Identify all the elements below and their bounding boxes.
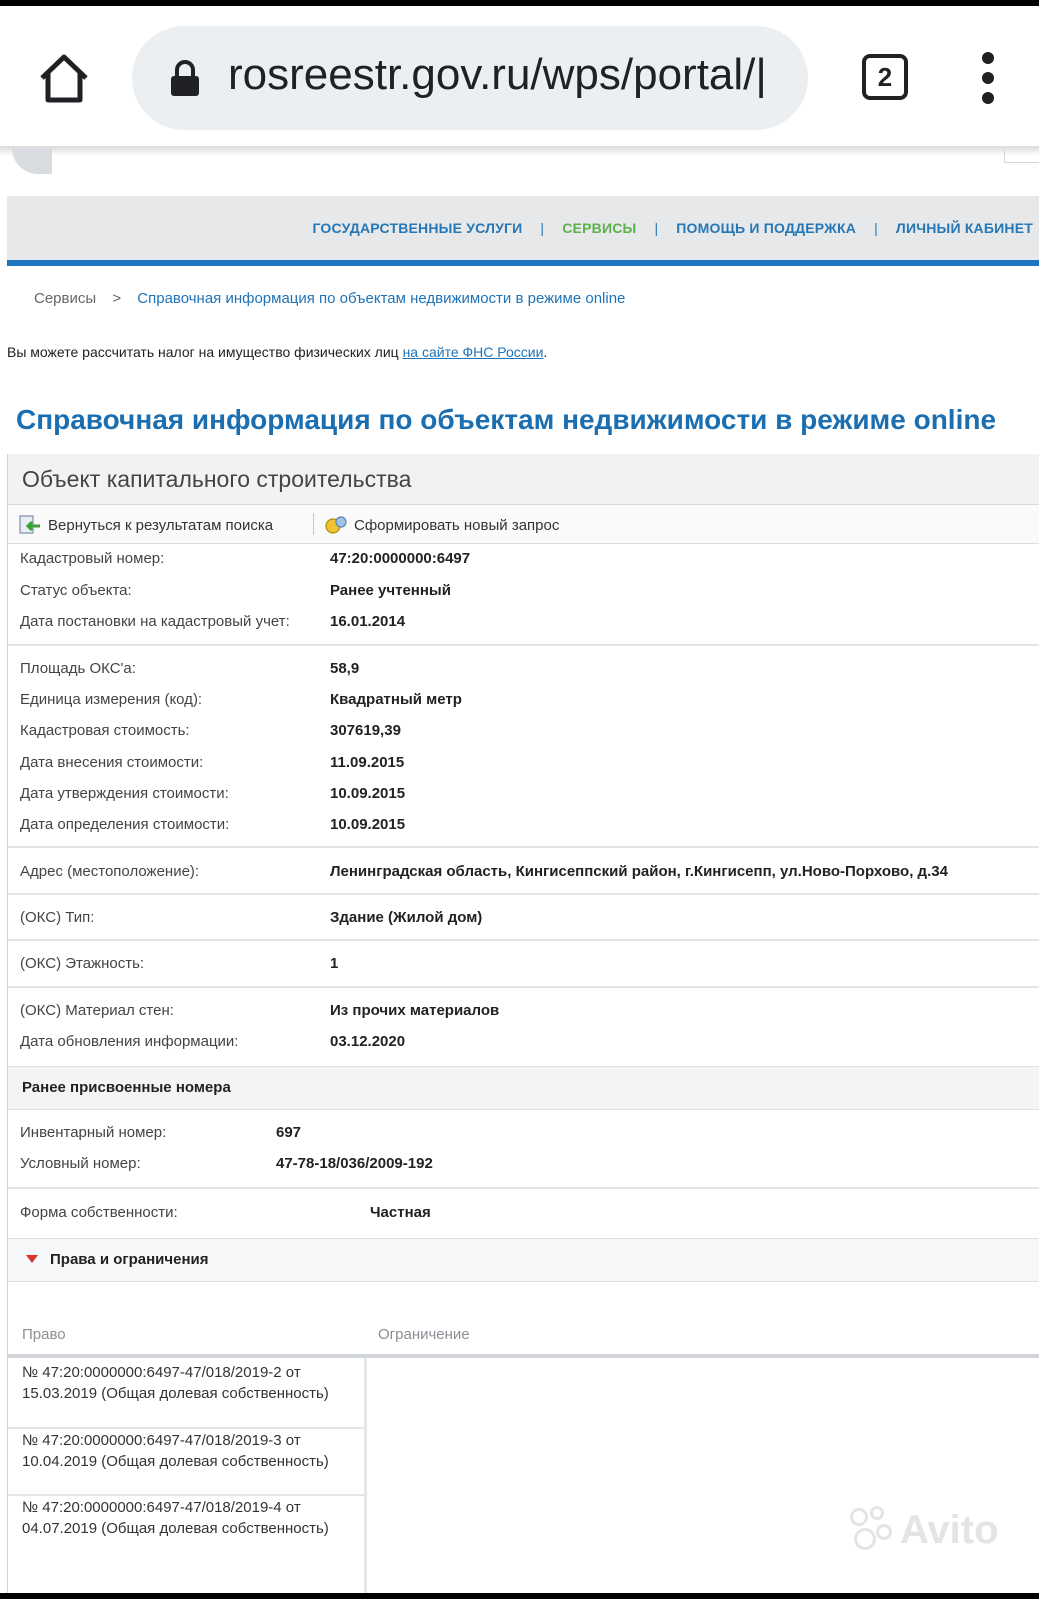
field-value: 307619,39 bbox=[330, 722, 401, 739]
field-value: Ленинградская область, Кингисеппский район, г.Кингисепп, ул.Ново-Порхово, д.34 bbox=[330, 863, 948, 880]
address-bar[interactable] bbox=[132, 26, 808, 130]
back-to-results-label: Вернуться к результатам поиска bbox=[48, 516, 274, 534]
field-value: 47-78-18/036/2009-192 bbox=[276, 1155, 433, 1172]
new-request-icon bbox=[324, 515, 348, 535]
divider bbox=[8, 1494, 364, 1496]
collapse-triangle-icon bbox=[26, 1255, 38, 1263]
field-label: Дата определения стоимости: bbox=[20, 816, 230, 833]
back-to-results-button[interactable] bbox=[18, 515, 273, 535]
back-arrow-icon bbox=[18, 515, 42, 535]
breadcrumb bbox=[34, 290, 625, 307]
more-menu-icon[interactable] bbox=[980, 52, 996, 108]
url-text: rosreestr.gov.ru/wps/portal/| bbox=[228, 50, 767, 99]
field-ownership-form bbox=[20, 1204, 431, 1221]
tax-note bbox=[7, 344, 547, 360]
rights-toggle[interactable] bbox=[8, 1238, 1039, 1282]
field-value: Частная bbox=[370, 1204, 431, 1221]
new-request-label: Сформировать новый запрос bbox=[354, 516, 560, 534]
page-title: Справочная информация по объектам недвижимости в режиме online bbox=[16, 404, 997, 435]
breadcrumb-services-link[interactable]: Сервисы bbox=[34, 290, 97, 307]
toolbar-divider bbox=[313, 513, 314, 535]
field-value: 1 bbox=[330, 955, 339, 972]
field-label: (ОКС) Материал стен: bbox=[20, 1002, 174, 1019]
field-label: Дата внесения стоимости: bbox=[20, 754, 204, 771]
field-value: Квадратный метр bbox=[330, 691, 462, 708]
avito-watermark bbox=[848, 1503, 1008, 1557]
field-label: Дата утверждения стоимости: bbox=[20, 785, 229, 802]
nav-separator: | bbox=[874, 220, 878, 236]
field-label: Форма собственности: bbox=[20, 1204, 178, 1221]
nav-services[interactable]: СЕРВИСЫ bbox=[562, 220, 637, 236]
card-header bbox=[8, 454, 1039, 505]
breadcrumb-separator: > bbox=[112, 290, 122, 307]
field-update-date bbox=[20, 1033, 406, 1050]
watermark-text: Avito bbox=[900, 1507, 999, 1552]
field-type bbox=[20, 909, 483, 926]
field-registration-date bbox=[20, 613, 406, 630]
card-toolbar bbox=[8, 505, 1039, 544]
field-value: 47:20:0000000:6497 bbox=[330, 550, 471, 567]
nav-personal-account[interactable]: ЛИЧНЫЙ КАБИНЕТ bbox=[895, 220, 1033, 236]
breadcrumb-current[interactable]: Справочная информация по объектам недвижимости в режиме online bbox=[137, 290, 626, 307]
field-value: 10.09.2015 bbox=[330, 785, 406, 802]
field-wall-material bbox=[20, 1002, 500, 1019]
field-value: 10.09.2015 bbox=[330, 816, 406, 833]
field-value: 16.01.2014 bbox=[330, 613, 406, 630]
field-value: 03.12.2020 bbox=[330, 1033, 406, 1050]
field-value: Ранее учтенный bbox=[330, 582, 451, 599]
field-label: Инвентарный номер: bbox=[20, 1124, 167, 1141]
field-floors bbox=[20, 955, 339, 972]
field-value-determination-date bbox=[20, 816, 406, 833]
nav-help-support[interactable]: ПОМОЩЬ И ПОДДЕРЖКА bbox=[676, 220, 857, 236]
lock-icon bbox=[168, 60, 202, 98]
field-label: Статус объекта: bbox=[20, 582, 132, 599]
col-restriction-header: Ограничение bbox=[378, 1326, 470, 1343]
divider bbox=[8, 986, 1039, 988]
field-value-approval-date bbox=[20, 785, 406, 802]
nav-separator: | bbox=[654, 220, 659, 236]
tax-note-suffix: . bbox=[543, 344, 548, 360]
field-label: Единица измерения (код): bbox=[20, 691, 203, 708]
nav-gov-services[interactable]: ГОСУДАРСТВЕННЫЕ УСЛУГИ bbox=[312, 220, 523, 236]
header-fragment bbox=[1004, 150, 1039, 163]
rights-row: № 47:20:0000000:6497-47/018/2019-3 от 10.04.2019 (Общая долевая собственность) bbox=[22, 1432, 329, 1470]
tab-switcher-button[interactable] bbox=[862, 54, 908, 100]
card-title: Объект капитального строительства bbox=[22, 466, 412, 492]
field-value: 697 bbox=[276, 1124, 302, 1141]
field-cadastral-number bbox=[20, 550, 471, 567]
field-value: 58,9 bbox=[330, 660, 360, 677]
prev-numbers-header bbox=[8, 1066, 1039, 1110]
fns-link[interactable]: на сайте ФНС России bbox=[402, 344, 544, 360]
divider bbox=[8, 644, 1039, 646]
field-status bbox=[20, 582, 451, 599]
field-label: (ОКС) Этажность: bbox=[20, 955, 145, 972]
rights-title: Права и ограничения bbox=[50, 1251, 209, 1268]
field-label: Дата обновления информации: bbox=[20, 1033, 239, 1050]
field-cadastral-value bbox=[20, 722, 401, 739]
divider bbox=[8, 893, 1039, 895]
field-label: Адрес (местоположение): bbox=[20, 863, 200, 880]
column-divider bbox=[364, 1358, 367, 1598]
field-label: Кадастровый номер: bbox=[20, 550, 165, 567]
home-icon[interactable] bbox=[36, 50, 92, 106]
avito-logo-icon bbox=[848, 1506, 896, 1554]
tax-note-text: Вы можете рассчитать налог на имущество физических лиц bbox=[7, 344, 403, 360]
nav-separator: | bbox=[540, 220, 545, 236]
field-area bbox=[20, 660, 360, 677]
field-value: Здание (Жилой дом) bbox=[330, 909, 483, 926]
col-right-header: Право bbox=[22, 1326, 66, 1343]
toolbar-shadow bbox=[0, 146, 1039, 156]
field-label: Кадастровая стоимость: bbox=[20, 722, 190, 739]
field-value-entry-date bbox=[20, 754, 405, 771]
rights-row: № 47:20:0000000:6497-47/018/2019-2 от 15.03.2019 (Общая долевая собственность) bbox=[22, 1364, 329, 1402]
divider bbox=[8, 1187, 1039, 1189]
browser-toolbar bbox=[0, 6, 1039, 146]
divider bbox=[8, 939, 1039, 941]
field-label: (ОКС) Тип: bbox=[20, 909, 95, 926]
rights-table-header bbox=[8, 1314, 1039, 1358]
tab-count: 2 bbox=[877, 61, 893, 92]
site-logo bbox=[12, 148, 52, 174]
prev-numbers-title: Ранее присвоенные номера bbox=[22, 1079, 231, 1096]
field-conditional-number bbox=[20, 1155, 433, 1172]
field-label: Условный номер: bbox=[20, 1155, 141, 1172]
field-label: Площадь ОКС'а: bbox=[20, 660, 136, 677]
field-unit bbox=[20, 691, 462, 708]
field-value: Из прочих материалов bbox=[330, 1002, 500, 1019]
field-label: Дата постановки на кадастровый учет: bbox=[20, 613, 290, 630]
field-address bbox=[20, 863, 948, 880]
divider bbox=[8, 846, 1039, 848]
field-value: 11.09.2015 bbox=[330, 754, 405, 771]
divider bbox=[8, 1427, 364, 1429]
rights-row: № 47:20:0000000:6497-47/018/2019-4 от 04.07.2019 (Общая долевая собственность) bbox=[22, 1499, 329, 1537]
object-card bbox=[7, 454, 1039, 1599]
field-inventory-number bbox=[20, 1124, 302, 1141]
screen-edge bbox=[0, 1593, 1039, 1599]
main-navigation bbox=[7, 196, 1039, 266]
new-request-button[interactable] bbox=[324, 515, 559, 535]
